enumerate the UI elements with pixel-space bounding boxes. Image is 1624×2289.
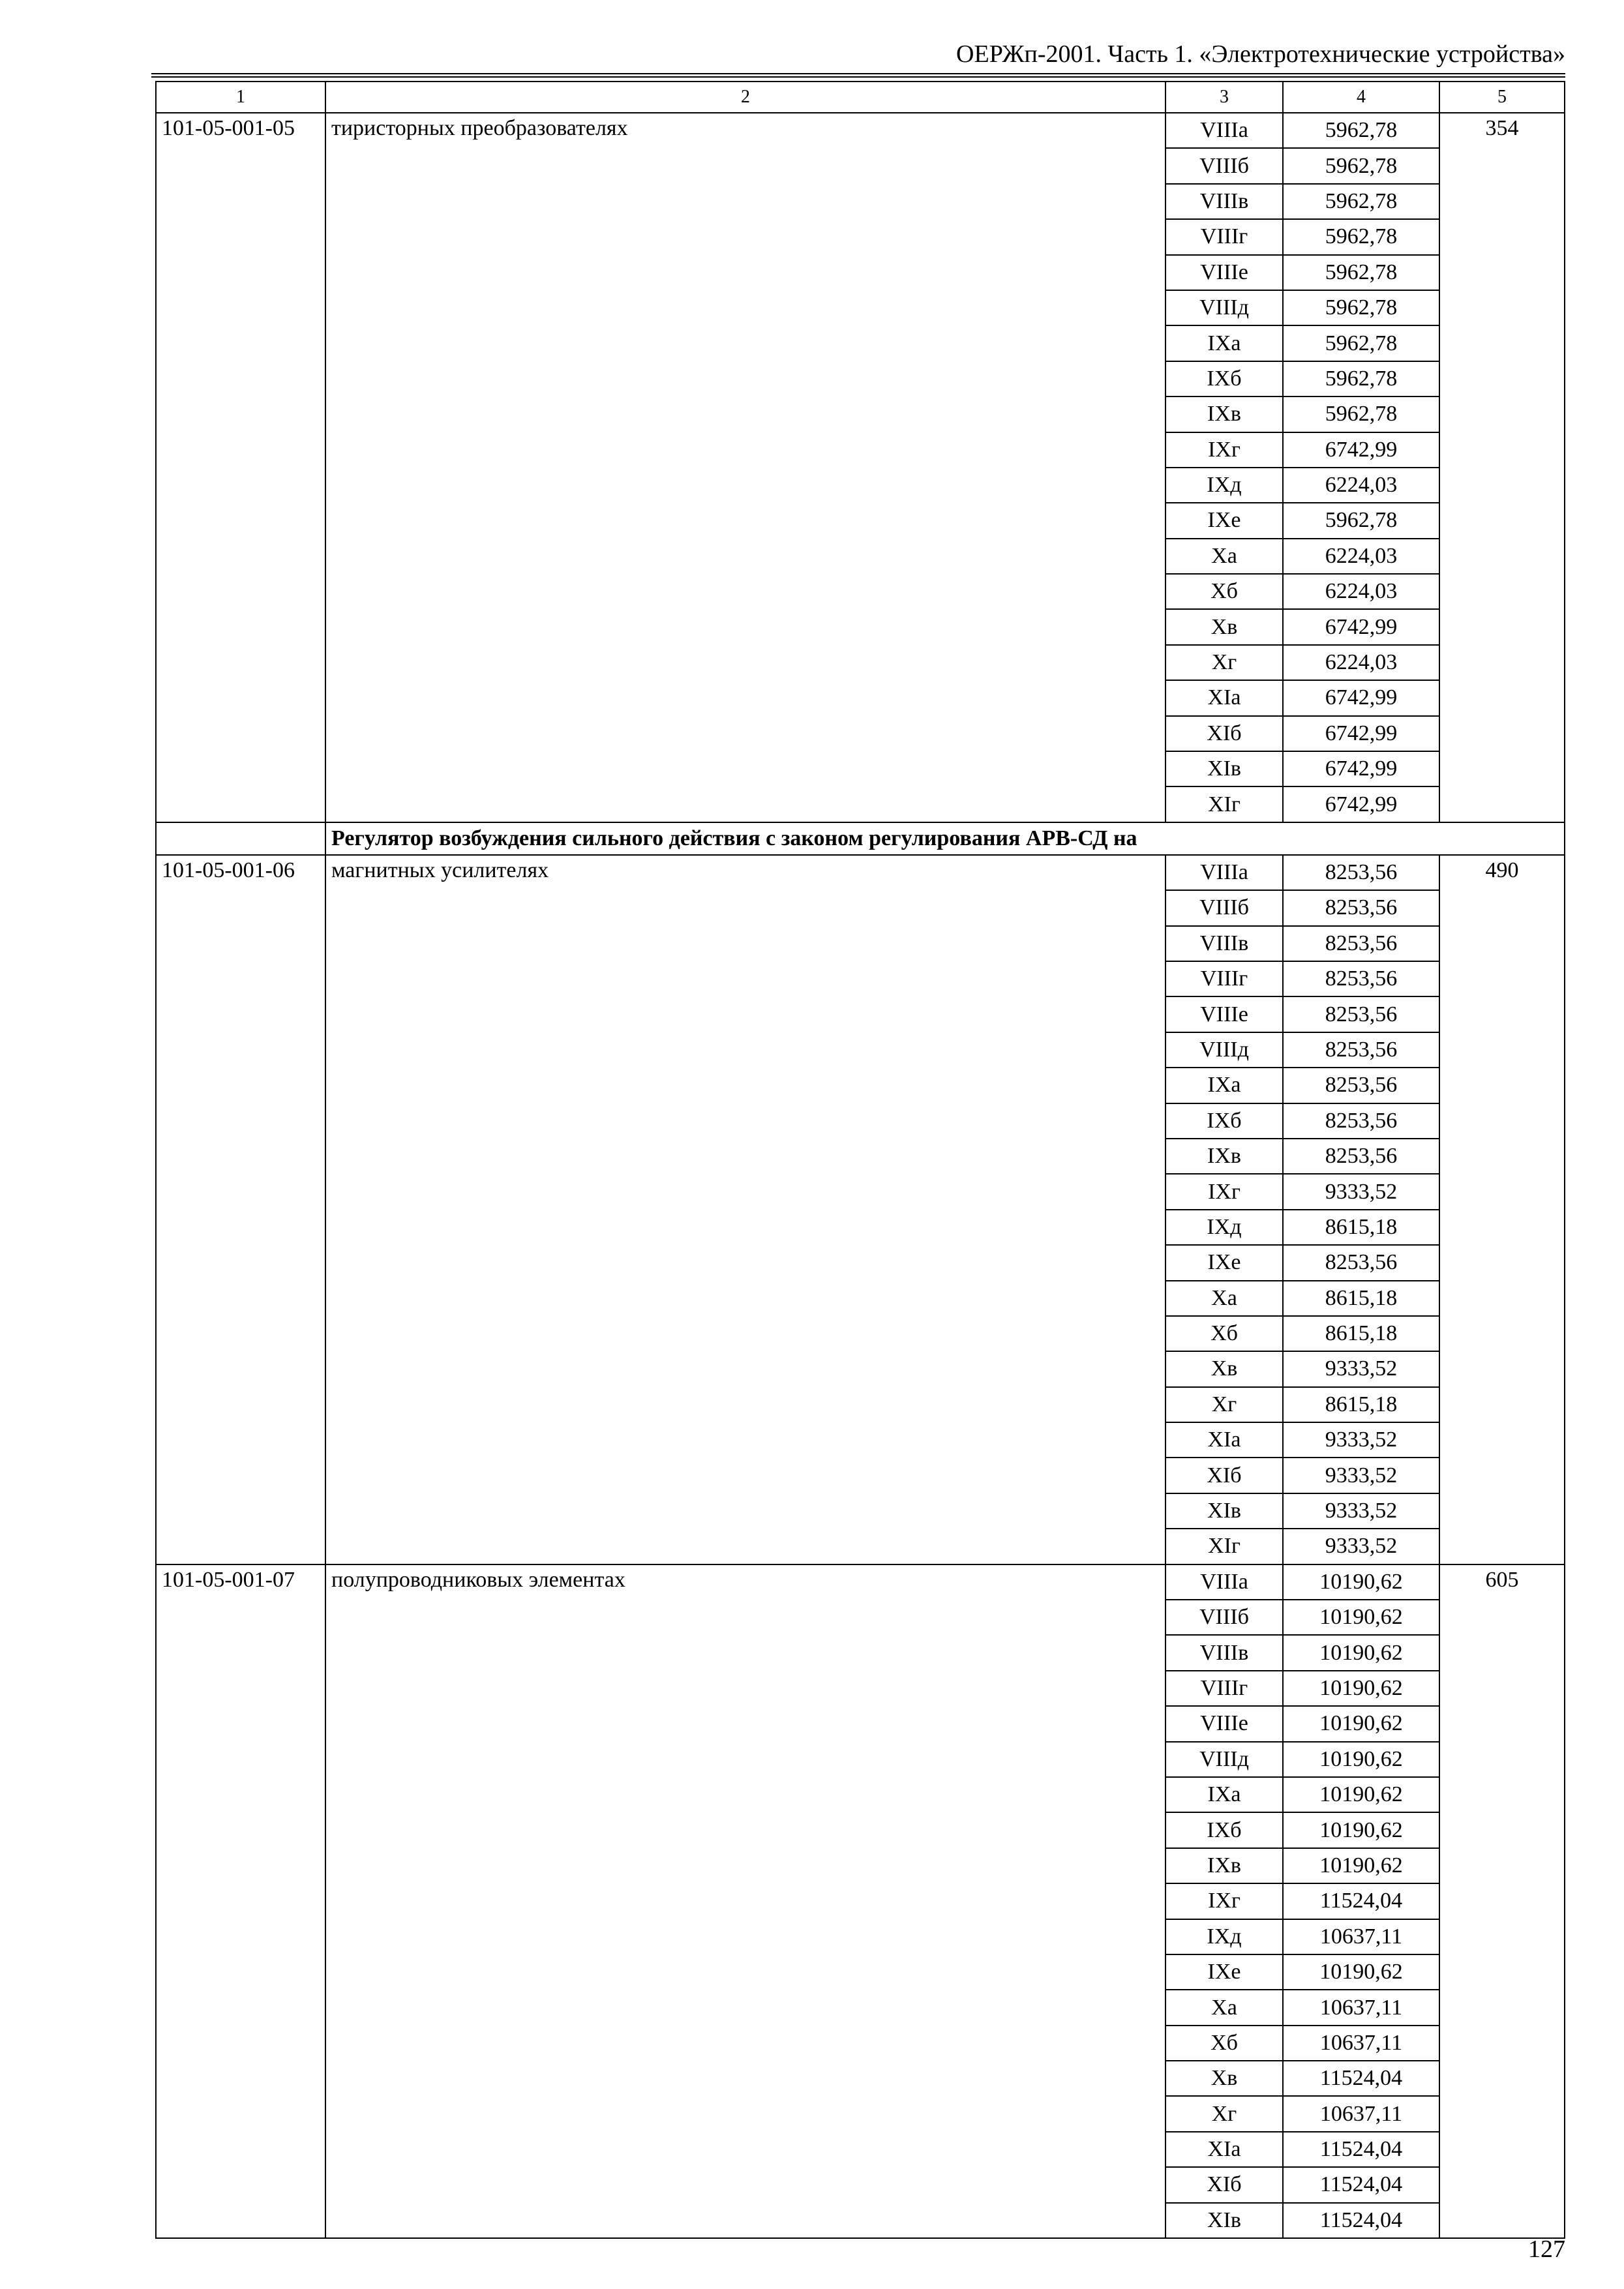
price-value: 6742,99 [1283, 751, 1439, 786]
price-value: 6742,99 [1283, 432, 1439, 468]
section-heading-empty-cell [156, 822, 325, 855]
price-value: 6224,03 [1283, 468, 1439, 503]
zone-code: Xa [1165, 1281, 1283, 1316]
zone-code: XIa [1165, 1422, 1283, 1458]
zone-code: XIб [1165, 716, 1283, 751]
price-value: 5962,78 [1283, 184, 1439, 219]
column5-value: 490 [1439, 855, 1565, 1564]
price-value: 11524,04 [1283, 2132, 1439, 2167]
section-heading: Регулятор возбуждения сильного действия с законом регулирования АРВ-СД на [325, 822, 1565, 855]
price-value: 10190,62 [1283, 1742, 1439, 1777]
zone-code: Xa [1165, 1990, 1283, 2025]
zone-code: IXб [1165, 1103, 1283, 1139]
zone-code: XIв [1165, 751, 1283, 786]
column-number: 5 [1439, 82, 1565, 113]
price-value: 10190,62 [1283, 1706, 1439, 1741]
table-row [156, 113, 1565, 148]
header-rule-bottom [151, 76, 1565, 78]
column-number: 3 [1165, 82, 1283, 113]
zone-code: Xв [1165, 2061, 1283, 2096]
zone-code: XIг [1165, 786, 1283, 822]
zone-code: XIв [1165, 2203, 1283, 2238]
price-value: 5962,78 [1283, 290, 1439, 325]
price-value: 11524,04 [1283, 2203, 1439, 2238]
price-value: 8253,56 [1283, 890, 1439, 925]
column5-value: 605 [1439, 1564, 1565, 2238]
zone-code: VIIIa [1165, 855, 1283, 890]
zone-code: IXг [1165, 1174, 1283, 1209]
zone-code: VIIIг [1165, 1671, 1283, 1706]
zone-code: IXe [1165, 1954, 1283, 1990]
zone-code: VIIIв [1165, 184, 1283, 219]
zone-code: IXг [1165, 1883, 1283, 1919]
price-value: 8253,56 [1283, 1139, 1439, 1174]
zone-code: VIIIв [1165, 926, 1283, 961]
price-value: 9333,52 [1283, 1493, 1439, 1529]
price-value: 5962,78 [1283, 396, 1439, 432]
price-value: 6742,99 [1283, 680, 1439, 715]
zone-code: VIIIг [1165, 961, 1283, 996]
price-value: 6742,99 [1283, 716, 1439, 751]
header-rule-top [151, 73, 1565, 74]
page-number: 127 [1528, 2236, 1565, 2263]
zone-code: VIIIa [1165, 113, 1283, 148]
zone-code: IXe [1165, 1245, 1283, 1280]
zone-code: VIIIг [1165, 219, 1283, 254]
zone-code: IXв [1165, 396, 1283, 432]
price-value: 9333,52 [1283, 1458, 1439, 1493]
price-value: 6742,99 [1283, 786, 1439, 822]
section-heading-row [156, 822, 1565, 855]
item-name: полупроводниковых элементах [325, 1564, 1165, 2238]
price-value: 10637,11 [1283, 1919, 1439, 1954]
zone-code: VIIIв [1165, 1635, 1283, 1670]
running-header: ОЕРЖп-2001. Часть 1. «Электротехнические устройства» [956, 40, 1565, 68]
zone-code: Xг [1165, 1387, 1283, 1422]
zone-code: Xa [1165, 539, 1283, 574]
zone-code: IXв [1165, 1139, 1283, 1174]
table-row [156, 855, 1565, 890]
price-value: 6224,03 [1283, 539, 1439, 574]
zone-code: VIIIa [1165, 1564, 1283, 1600]
item-name: магнитных усилителях [325, 855, 1165, 1564]
price-value: 5962,78 [1283, 255, 1439, 290]
price-value: 10190,62 [1283, 1564, 1439, 1600]
item-name: тиристорных преобразователях [325, 113, 1165, 822]
price-value: 9333,52 [1283, 1351, 1439, 1386]
price-value: 10190,62 [1283, 1635, 1439, 1670]
price-value: 10637,11 [1283, 2026, 1439, 2061]
zone-code: XIв [1165, 1493, 1283, 1529]
price-table [155, 81, 1565, 2239]
zone-code: IXa [1165, 325, 1283, 361]
zone-code: IXв [1165, 1848, 1283, 1883]
price-value: 10190,62 [1283, 1777, 1439, 1812]
zone-code: XIг [1165, 1529, 1283, 1564]
price-value: 9333,52 [1283, 1422, 1439, 1458]
zone-code: IXг [1165, 432, 1283, 468]
price-value: 10637,11 [1283, 1990, 1439, 2025]
price-value: 8615,18 [1283, 1387, 1439, 1422]
price-value: 8253,56 [1283, 1032, 1439, 1068]
zone-code: VIIIб [1165, 1600, 1283, 1635]
zone-code: VIIIб [1165, 890, 1283, 925]
price-value: 6742,99 [1283, 609, 1439, 644]
price-value: 8615,18 [1283, 1316, 1439, 1351]
table-row [156, 1564, 1565, 1600]
price-value: 8253,56 [1283, 996, 1439, 1032]
zone-code: IXд [1165, 468, 1283, 503]
zone-code: Xг [1165, 645, 1283, 680]
price-value: 10637,11 [1283, 2096, 1439, 2131]
price-value: 10190,62 [1283, 1954, 1439, 1990]
zone-code: XIб [1165, 1458, 1283, 1493]
zone-code: Xб [1165, 1316, 1283, 1351]
price-value: 5962,78 [1283, 325, 1439, 361]
price-value: 8253,56 [1283, 1068, 1439, 1103]
price-value: 8253,56 [1283, 926, 1439, 961]
price-value: 9333,52 [1283, 1174, 1439, 1209]
price-value: 6224,03 [1283, 645, 1439, 680]
price-value: 10190,62 [1283, 1848, 1439, 1883]
price-value: 11524,04 [1283, 2061, 1439, 2096]
zone-code: IXб [1165, 1812, 1283, 1848]
zone-code: VIIIд [1165, 290, 1283, 325]
price-value: 8253,56 [1283, 1245, 1439, 1280]
price-value: 8253,56 [1283, 1103, 1439, 1139]
price-value: 11524,04 [1283, 2167, 1439, 2202]
zone-code: Xв [1165, 1351, 1283, 1386]
column-number: 4 [1283, 82, 1439, 113]
price-value: 5962,78 [1283, 148, 1439, 183]
price-value: 10190,62 [1283, 1812, 1439, 1848]
zone-code: XIa [1165, 680, 1283, 715]
column5-value: 354 [1439, 113, 1565, 822]
zone-code: Xб [1165, 2026, 1283, 2061]
price-value: 10190,62 [1283, 1600, 1439, 1635]
price-value: 8615,18 [1283, 1281, 1439, 1316]
price-value: 8615,18 [1283, 1210, 1439, 1245]
zone-code: Xб [1165, 574, 1283, 609]
zone-code: VIIIe [1165, 996, 1283, 1032]
column-number-row [156, 82, 1565, 113]
zone-code: VIIIд [1165, 1742, 1283, 1777]
zone-code: VIIIд [1165, 1032, 1283, 1068]
zone-code: IXa [1165, 1777, 1283, 1812]
price-value: 5962,78 [1283, 361, 1439, 396]
price-value: 5962,78 [1283, 113, 1439, 148]
price-value: 11524,04 [1283, 1883, 1439, 1919]
column-number: 2 [325, 82, 1165, 113]
price-value: 5962,78 [1283, 503, 1439, 538]
zone-code: IXб [1165, 361, 1283, 396]
item-code: 101-05-001-05 [156, 113, 325, 822]
zone-code: VIIIe [1165, 255, 1283, 290]
price-value: 8253,56 [1283, 961, 1439, 996]
price-value: 9333,52 [1283, 1529, 1439, 1564]
zone-code: XIб [1165, 2167, 1283, 2202]
zone-code: Xв [1165, 609, 1283, 644]
zone-code: XIa [1165, 2132, 1283, 2167]
price-value: 6224,03 [1283, 574, 1439, 609]
zone-code: VIIIe [1165, 1706, 1283, 1741]
price-value: 8253,56 [1283, 855, 1439, 890]
item-code: 101-05-001-07 [156, 1564, 325, 2238]
column-number: 1 [156, 82, 325, 113]
zone-code: IXe [1165, 503, 1283, 538]
zone-code: IXa [1165, 1068, 1283, 1103]
zone-code: VIIIб [1165, 148, 1283, 183]
price-value: 5962,78 [1283, 219, 1439, 254]
zone-code: Xг [1165, 2096, 1283, 2131]
item-code: 101-05-001-06 [156, 855, 325, 1564]
zone-code: IXд [1165, 1210, 1283, 1245]
price-value: 10190,62 [1283, 1671, 1439, 1706]
zone-code: IXд [1165, 1919, 1283, 1954]
